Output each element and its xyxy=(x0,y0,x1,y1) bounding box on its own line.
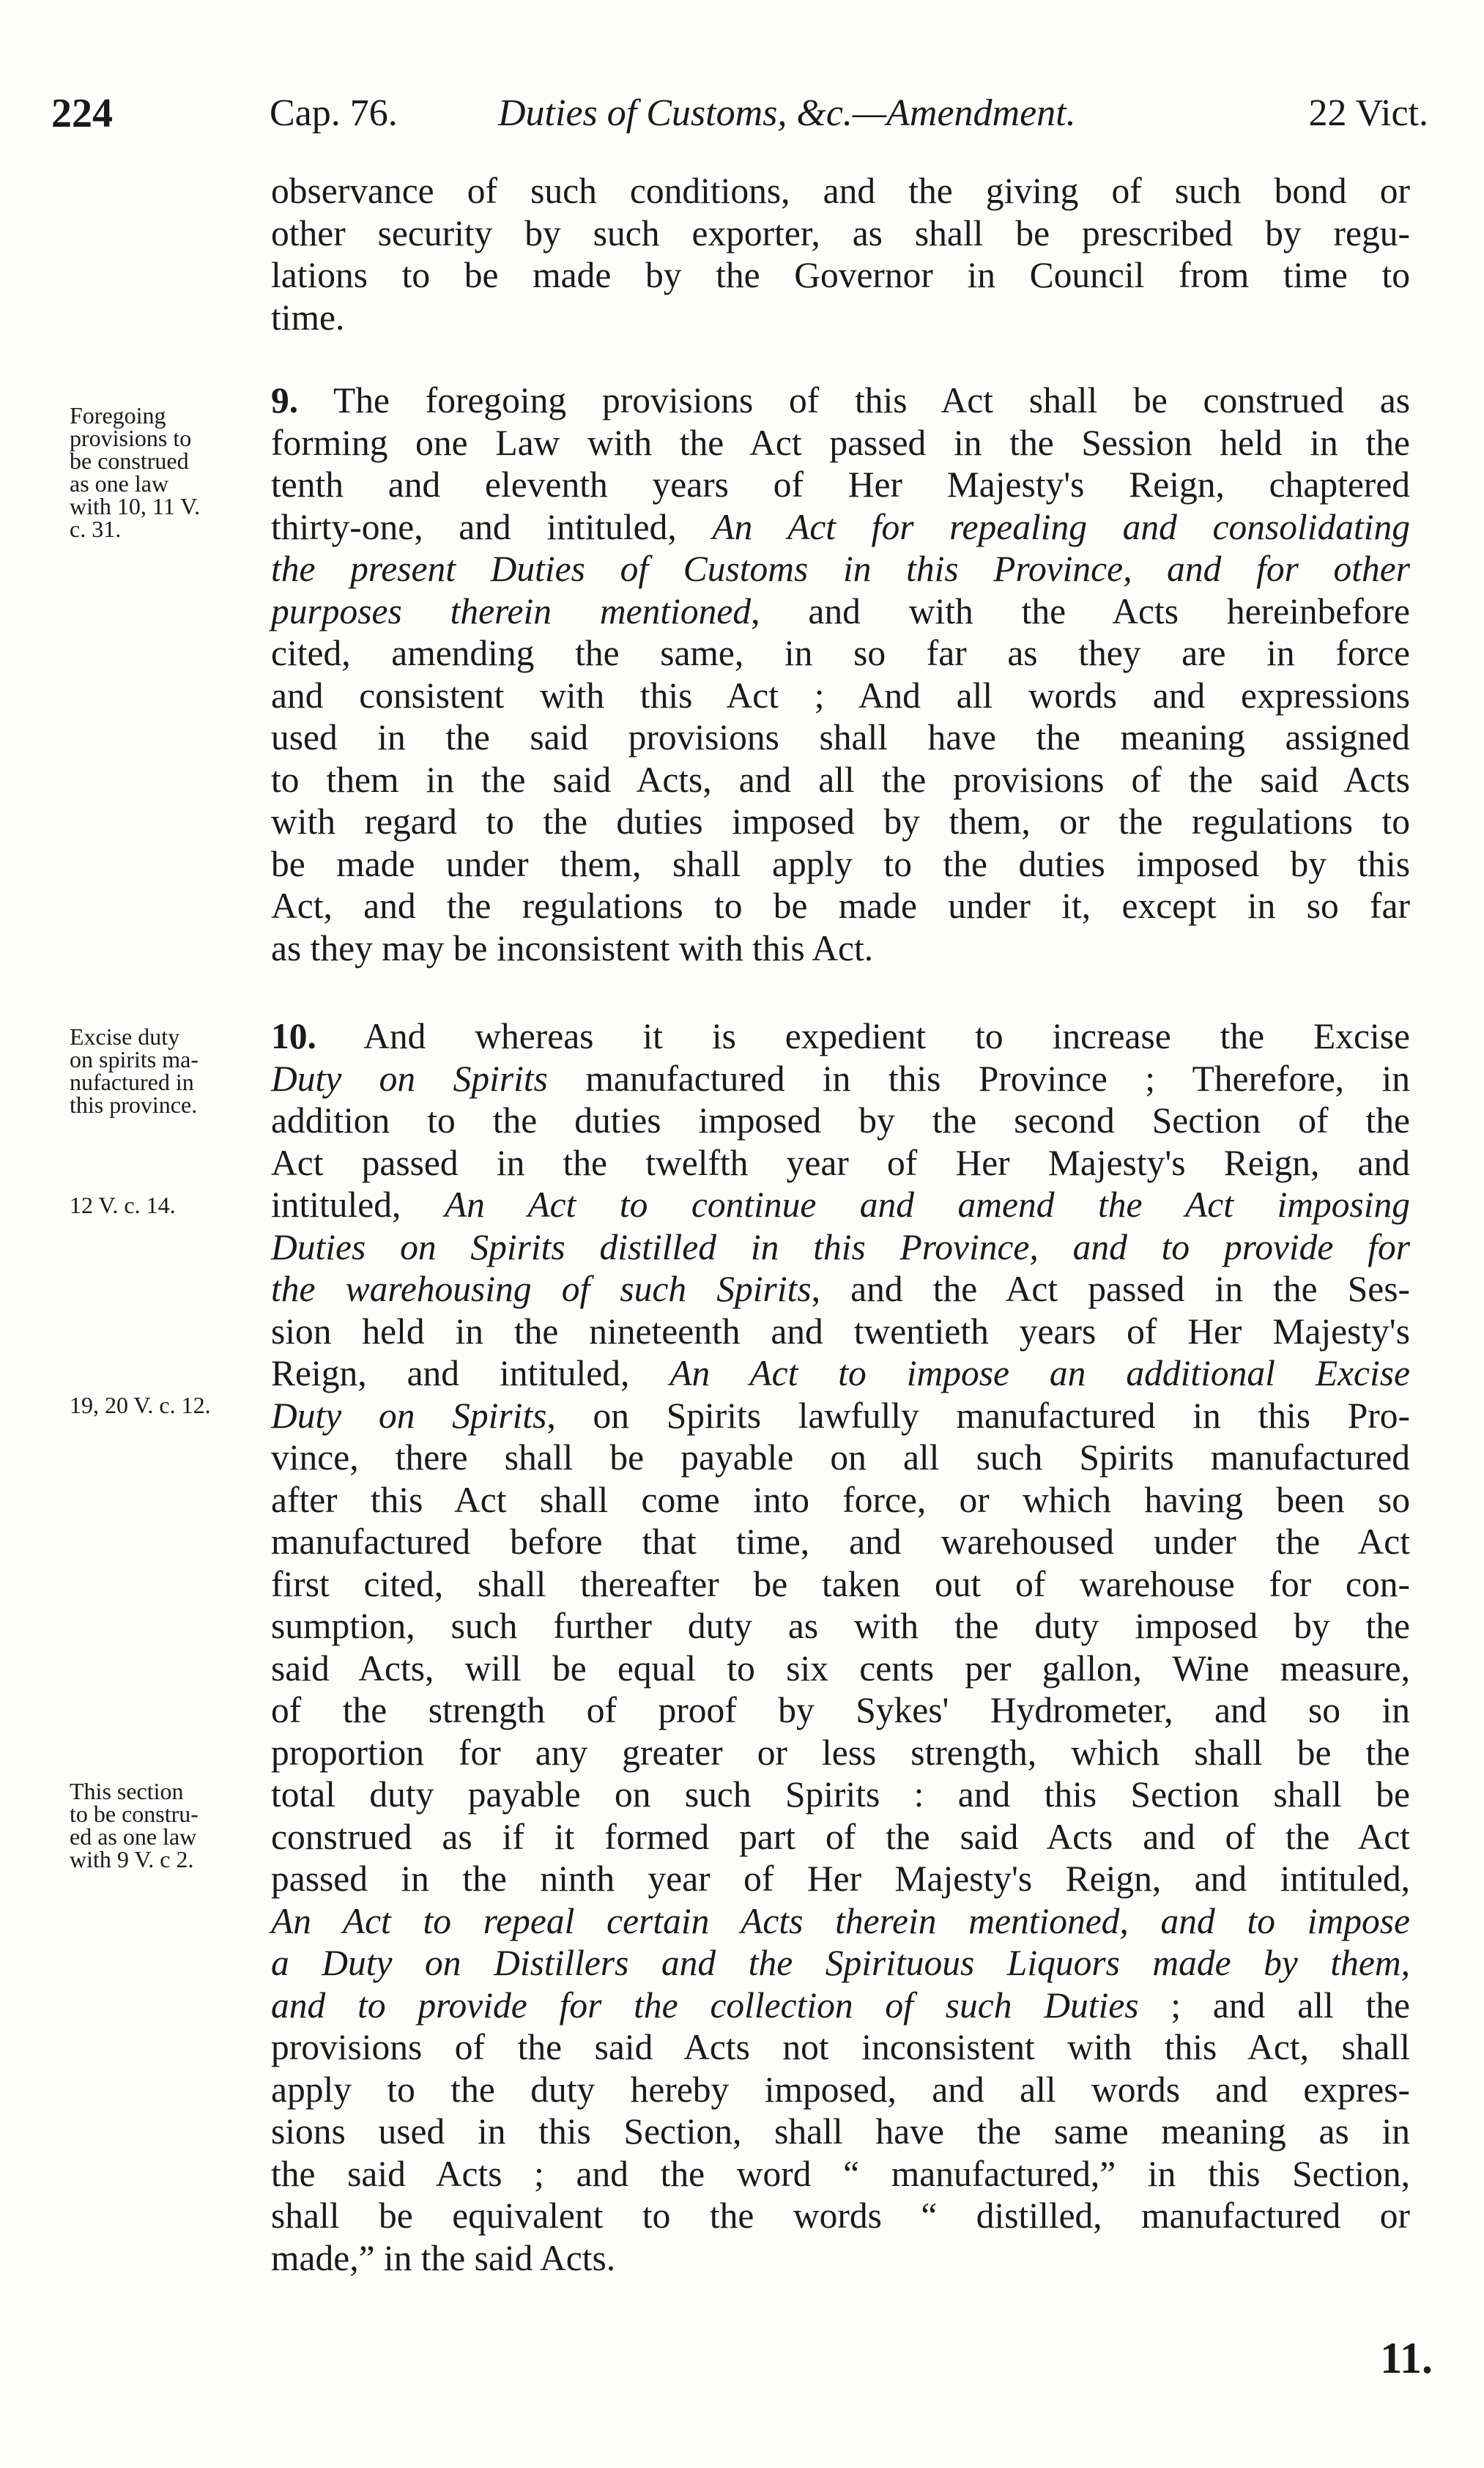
regnal-year: 22 Vict. xyxy=(1308,92,1428,134)
text-line: Duty on Spirits, on Spirits lawfully manufactured in this Pro- xyxy=(271,1395,1410,1436)
continuation-paragraph xyxy=(271,170,1410,338)
text-line: made,” in the said Acts. xyxy=(271,2237,616,2278)
act-title: purposes therein mentioned xyxy=(271,590,752,631)
text-line: the warehousing of such Spirits, and the Act passed in the Ses- xyxy=(271,1269,1410,1309)
text-line: shall be equivalent to the words “ distilled, manufactured or xyxy=(271,2195,1410,2236)
text-line: Act, and the regulations to be made under it, except in so far xyxy=(271,886,1410,926)
text-line: other security by such exporter, as shall be prescribed by regu- xyxy=(271,212,1410,253)
running-head xyxy=(51,81,1428,147)
text-line xyxy=(271,1226,1410,1269)
text-line: construed as if it formed part of the said Acts and of the Act xyxy=(271,1816,1410,1857)
text-line: the said Acts ; and the word “ manufactured,” in this Section, xyxy=(271,2153,1410,2194)
signature-mark: 11. xyxy=(1380,2334,1433,2382)
text-line: sions used in this Section, shall have the same meaning as in xyxy=(271,2111,1410,2152)
text-line: manufactured before that time, and warehoused under the Act xyxy=(271,1522,1410,1562)
margin-note-citation-12-v: 12 V. c. 14. xyxy=(70,1192,176,1218)
text-line: be made under them, shall apply to the duties imposed by this xyxy=(271,843,1410,884)
text-line: sumption, such further duty as with the duty imposed by the xyxy=(271,1606,1410,1646)
text-line: time. xyxy=(271,297,345,338)
act-title: Duties on Spirits distilled in this Province, and to provide for xyxy=(271,1226,1410,1267)
text-line: cited, amending the same, in so far as they are in force xyxy=(271,633,1410,673)
text-line: Act passed in the twelfth year of Her Majesty's Reign, and xyxy=(271,1142,1410,1183)
text-line: of the strength of proof by Sykes' Hydrometer, and so in xyxy=(271,1690,1410,1730)
text-line: and consistent with this Act ; And all words and expressions xyxy=(271,675,1410,716)
text-line: lations to be made by the Governor in Council from time to xyxy=(271,255,1410,295)
section-number: 9. xyxy=(271,380,299,420)
text-line: with regard to the duties imposed by them, or the regulations to xyxy=(271,801,1410,842)
text-line: forming one Law with the Act passed in the Session held in the xyxy=(271,422,1410,463)
text-line: Reign, and intituled, An Act to impose an additional Excise xyxy=(271,1353,1410,1393)
act-title: An Act to repeal certain Acts therein mentioned, and to impose xyxy=(271,1900,1410,1941)
text-line: apply to the duty hereby imposed, and all words and expres- xyxy=(271,2069,1410,2110)
text-line: used in the said provisions shall have the meaning assigned xyxy=(271,717,1410,757)
act-title: a Duty on Distillers and the Spirituous Liquors made by them, xyxy=(271,1943,1410,1983)
margin-note-construction: This section to be constru- ed as one law with 9 V. c 2. xyxy=(70,1778,199,1872)
margin-note-section-9: Foregoing provisions to be construed as one law with 10, 11 V. c. 31. xyxy=(70,402,201,542)
running-title: Duties of Customs, &c.—Amendment. xyxy=(498,92,1076,134)
text-line: tenth and eleventh years of Her Majesty's Reign, chaptered xyxy=(271,464,1410,505)
text-line: provisions of the said Acts not inconsistent with this Act, shall xyxy=(271,2027,1410,2067)
text-line: as they may be inconsistent with this Act. xyxy=(271,927,874,968)
text-line: thirty-one, and intituled, An Act for repealing and consolidating xyxy=(271,506,1411,547)
section-number: 10. xyxy=(271,1016,316,1056)
text-line: said Acts, will be equal to six cents per gallon, Wine measure, xyxy=(271,1648,1410,1689)
text-line: proportion for any greater or less strength, which shall be the xyxy=(271,1732,1410,1773)
text-line: to them in the said Acts, and all the provisions of the said Acts xyxy=(271,759,1410,800)
section-9-paragraph: 9. The foregoing provisions of this Act shall be construed as forming one Law with the Act passed in the Session held in the tenth and eleventh years of Her Majesty's Reign, chaptered thirty-one, and intituled, An Act for repealing and consolidating the present Duties of Customs in this Province, and for other purposes therein mentioned, and with the Acts hereinbefore cited, amending the same, in so far as they are in force and consistent with this Act ; And all words and expressions used in the said provisions shall have the meaning assigned to them in the said Acts, and all the provisions of the said Acts with regard to the duties imposed by them, or the regulations to be made under them, shall apply to the duties imposed by this Act, and the regulations to be made under it, except in so far as they may be inconsistent with this Act. xyxy=(271,380,1411,968)
text-line: intituled, An Act to continue and amend the Act imposing xyxy=(271,1185,1410,1225)
act-title: An Act for repealing and consolidating xyxy=(712,506,1411,547)
text-line: and to provide for the collection of such Duties ; and all the xyxy=(271,1985,1410,2026)
act-title: the warehousing of such Spirits xyxy=(271,1269,812,1309)
act-title: Duty on Spirits xyxy=(271,1058,548,1099)
text-line xyxy=(271,1942,1410,1985)
text-line: sion held in the nineteenth and twentieth years of Her Majesty's xyxy=(271,1311,1410,1352)
text-line: after this Act shall come into force, or which having been so xyxy=(271,1479,1410,1520)
page-number: 224 xyxy=(51,91,113,136)
text-line: passed in the ninth year of Her Majesty's Reign, and intituled, xyxy=(271,1859,1410,1899)
margin-note-citation-19-20-v: 19, 20 V. c. 12. xyxy=(70,1392,211,1418)
act-title: Duty on Spirits xyxy=(271,1395,547,1436)
text-line xyxy=(271,1900,1410,1943)
text-line: first cited, shall thereafter be taken out of warehouse for con- xyxy=(271,1563,1410,1604)
text-line: observance of such conditions, and the giving of such bond or xyxy=(271,171,1410,211)
text-line: Duty on Spirits manufactured in this Province ; Therefore, in xyxy=(271,1058,1411,1099)
act-title: and to provide for the collection of such Duties xyxy=(271,1985,1139,2026)
act-title: An Act to continue and amend the Act imposing xyxy=(444,1185,1410,1225)
text-line: vince, there shall be payable on all such Spirits manufactured xyxy=(271,1437,1410,1478)
act-title: An Act to impose an additional Excise xyxy=(669,1353,1410,1393)
chapter-label: Cap. 76. xyxy=(270,92,398,134)
act-title: the present Duties of Customs in this Province, and for other xyxy=(271,549,1410,589)
text-line: total duty payable on such Spirits : and this Section shall be xyxy=(271,1774,1410,1815)
section-10-paragraph: 10. And whereas it is expedient to increase the Excise Duty on Spirits manufactured in this Province ; Therefore, in addition to the duties imposed by the second Section of the Act passed in the twelfth year of Her Majesty's Reign, and intituled, An Act to continue and amend the Act imposing Duties on Spirits distilled in this Province, and to provide for the warehousing of such Spirits, and the Act passed in the Ses- sion held in the nineteenth and twentieth years of Her Majesty's Reign, and intituled, An Act to impose an additional Excise Duty on Spirits, on Spirits lawfully manufactured in this Pro- vince, there shall be payable on all such Spirits manufactured after this Act shall come into force, or which having been so manufactured before that time, and warehoused under the Act first cited, shall thereafter be taken out of warehouse for con- sumption, such further duty as with the duty imposed by the said Acts, will be equal to six cents per gallon, Wine measure, of the strength of proof by Sykes' Hydrometer, and so in proportion for any greater or less strength, which shall be the total duty payable on such Spirits : and this Section shall be construed as if it formed part of the said Acts and of the Act passed in the ninth year of Her Majesty's Reign, and intituled, An Act to repeal certain Acts therein mentioned, and to impose a Duty on Distillers and the Spirituous Liquors made by them, and to provide for the collection of such Duties ; and all the provisions of the said Acts not inconsistent with this Act, shall apply to the duty hereby imposed, and all words and expres- sions used in this Section, shall have the same meaning as in the said Acts ; and the word “ manufactured,” in this Section, shall be equivalent to the words “ distilled, manufactured or made,” in the said Acts. xyxy=(271,1016,1411,2278)
margin-note-section-10: Excise duty on spirits ma- nufactured in this province. xyxy=(70,1023,199,1118)
text-line xyxy=(271,548,1410,590)
text-line: purposes therein mentioned, and with the Acts hereinbefore xyxy=(271,590,1410,631)
text-line: addition to the duties imposed by the second Section of the xyxy=(271,1100,1410,1141)
